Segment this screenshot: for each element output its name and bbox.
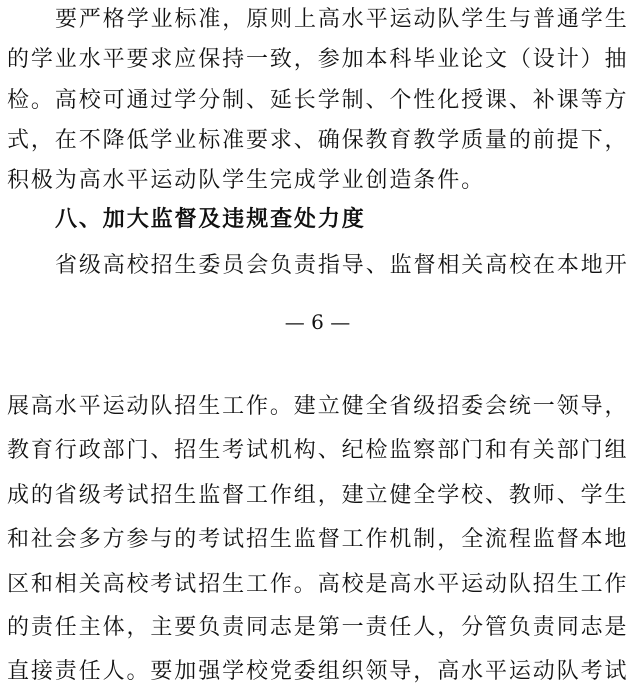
text-line: 教育行政部门、招生考试机构、纪检监察部门和有关部门组 [7,438,629,463]
page-number: — 6 — [284,310,351,334]
text-line: 式，在不降低学业标准要求、确保教育教学质量的前提下， [7,128,629,153]
text-line: 和社会多方参与的考试招生监督工作机制，全流程监督本地 [7,527,629,552]
text-line: 省级高校招生委员会负责指导、监督相关高校在本地开 [55,253,629,278]
text-line: 直接责任人。要加强学校党委组织领导，高水平运动队考试 [7,659,629,684]
text-line: 展高水平运动队招生工作。建立健全省级招委会统一领导， [7,394,629,419]
text-line: 要严格学业标准，原则上高水平运动队学生与普通学生 [55,7,629,32]
text-line: 的学业水平要求应保持一致，参加本科毕业论文（设计）抽 [7,47,629,72]
text-line: 区和相关高校考试招生工作。高校是高水平运动队招生工作 [7,572,629,597]
text-line: 的责任主体，主要负责同志是第一责任人，分管负责同志是 [7,615,629,640]
text-line: 积极为高水平运动队学生完成学业创造条件。 [7,168,486,193]
section-heading: 八、加大监督及违规查处力度 [55,207,366,232]
text-line: 检。高校可通过学分制、延长学制、个性化授课、补课等方 [7,88,629,113]
text-line: 成的省级考试招生监督工作组，建立健全学校、教师、学生 [7,483,629,508]
